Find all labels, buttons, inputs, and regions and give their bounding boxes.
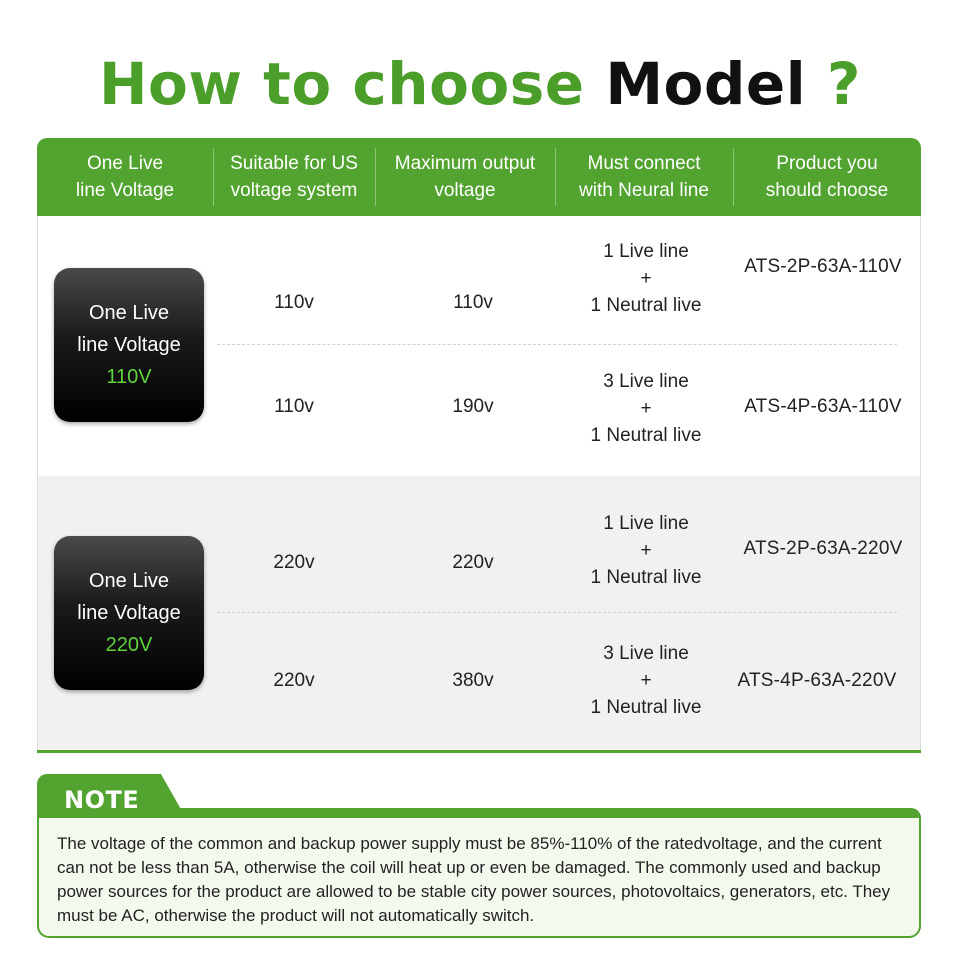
table-group-110v <box>37 216 921 476</box>
cell-neutral-connection <box>555 510 737 591</box>
table-left-border <box>37 216 38 752</box>
conn-bottom: 1 Neutral live <box>590 425 702 446</box>
cell-neutral-connection <box>555 238 737 319</box>
cell-product: ATS-2P-63A-110V <box>744 256 902 277</box>
table-group-220v <box>37 476 921 752</box>
cell-us-voltage: 110v <box>274 292 314 313</box>
cell-neutral-connection <box>555 640 737 721</box>
conn-plus: + <box>640 540 652 561</box>
conn-plus: + <box>640 268 652 289</box>
conn-plus: + <box>640 670 652 691</box>
badge-voltage: 110V <box>106 366 152 388</box>
header-max-output: Maximum output voltage <box>394 153 536 201</box>
header-product: Product you should choose <box>765 153 889 201</box>
conn-top: 3 Live line <box>603 371 689 392</box>
cell-us-voltage: 220v <box>273 552 315 573</box>
badge-line-1: One Live <box>88 570 170 592</box>
model-selection-table <box>37 138 921 752</box>
voltage-badge <box>54 536 204 690</box>
note-label: NOTE <box>64 786 140 814</box>
cell-max-output: 220v <box>452 552 494 573</box>
conn-top: 1 Live line <box>603 241 689 262</box>
cell-product: ATS-2P-63A-220V <box>743 538 903 559</box>
title-part-3: ? <box>826 50 862 118</box>
header-line-voltage: One Live line Voltage <box>75 153 175 201</box>
page-title <box>0 50 960 118</box>
table-right-border <box>920 216 921 752</box>
cell-product: ATS-4P-63A-220V <box>737 670 897 691</box>
conn-bottom: 1 Neutral live <box>590 295 702 316</box>
cell-max-output: 110v <box>453 292 493 313</box>
conn-plus: + <box>640 398 652 419</box>
voltage-badge <box>54 268 204 422</box>
title-part-1: How to choose <box>98 50 585 118</box>
title-part-2: Model <box>605 50 807 118</box>
header-us-voltage: Suitable for US voltage system <box>230 153 358 201</box>
cell-us-voltage: 220v <box>273 670 315 691</box>
table-bottom-border <box>37 750 921 753</box>
note-text: The voltage of the common and backup power supply must be 85%-110% of the ratedvoltage, and the current can not be less than 5A, otherwise the coil will heat up or even be damaged. The commonly used and backup power sources for the product are allowed to be stable city power sources, photovoltaics, generators, etc. They must be AC, otherwise the product will not automatically switch. <box>57 834 891 925</box>
cell-neutral-connection <box>555 368 737 449</box>
row-divider <box>217 612 897 613</box>
badge-line-2: line Voltage <box>77 334 181 356</box>
cell-max-output: 380v <box>452 670 494 691</box>
conn-top: 1 Live line <box>603 513 689 534</box>
header-neutral-connection: Must connect with Neural line <box>579 153 709 201</box>
table-header <box>37 138 921 216</box>
conn-bottom: 1 Neutral live <box>590 697 702 718</box>
cell-max-output: 190v <box>452 396 494 417</box>
conn-bottom: 1 Neutral live <box>590 567 702 588</box>
cell-us-voltage: 110v <box>274 396 314 417</box>
row-divider <box>217 344 897 345</box>
badge-line-2: line Voltage <box>77 602 181 624</box>
badge-line-1: One Live <box>88 302 170 324</box>
badge-voltage: 220V <box>105 634 153 656</box>
cell-product: ATS-4P-63A-110V <box>744 396 902 417</box>
conn-top: 3 Live line <box>603 643 689 664</box>
